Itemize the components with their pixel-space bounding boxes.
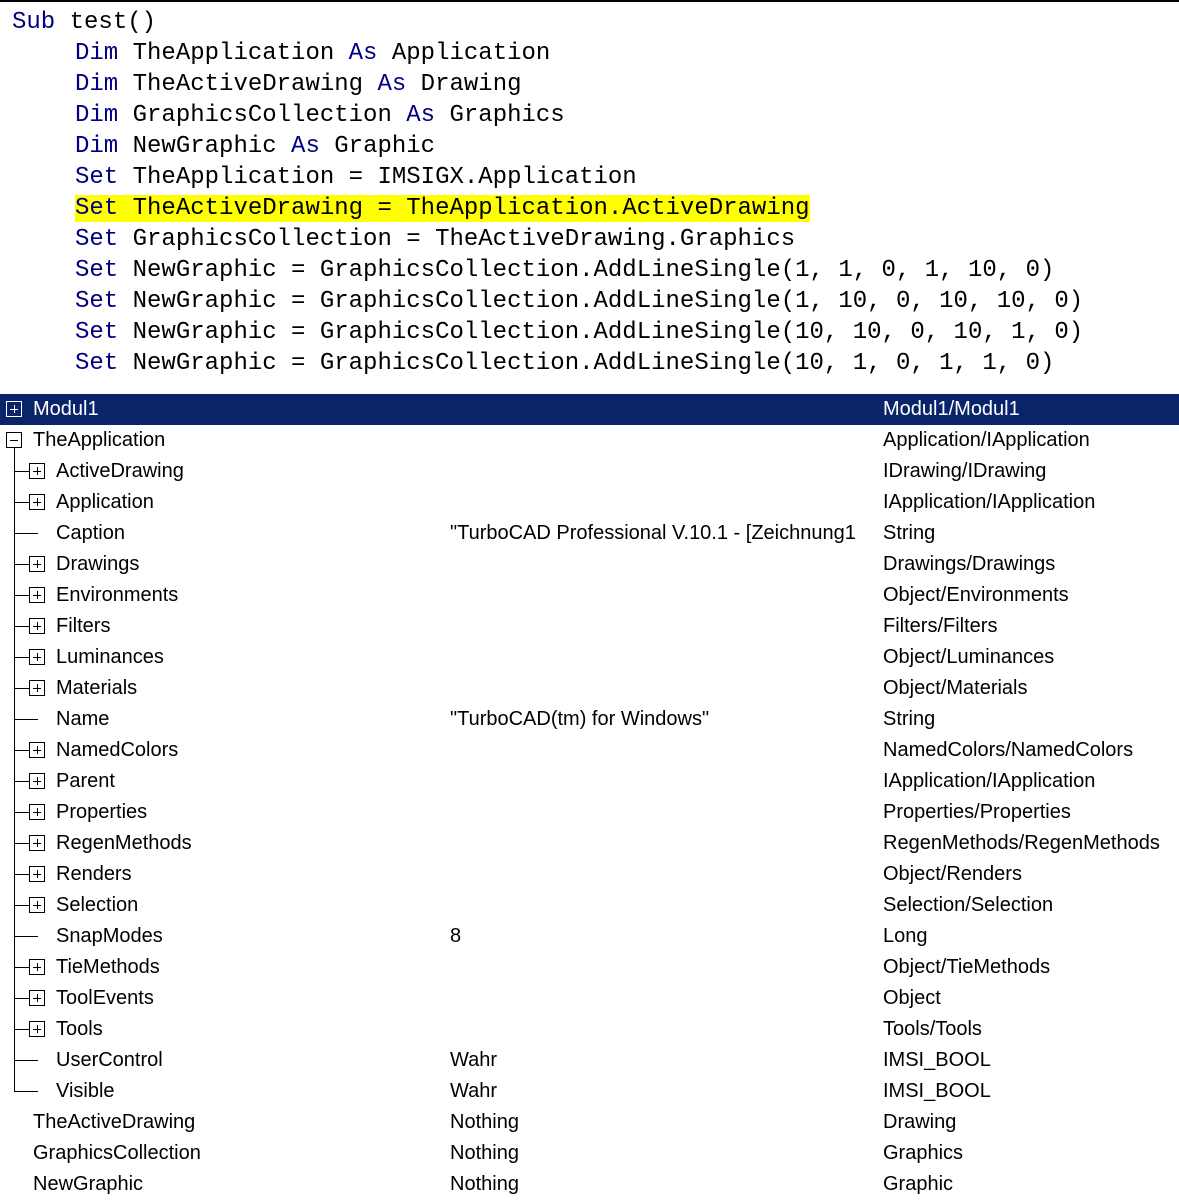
watch-row[interactable] xyxy=(0,456,1179,487)
tree-connector xyxy=(14,471,29,472)
watch-row[interactable] xyxy=(0,1169,1179,1200)
watch-type: Drawings/Drawings xyxy=(883,553,1056,575)
expand-icon[interactable] xyxy=(29,463,45,479)
code-text: test() xyxy=(55,9,157,36)
watch-expression: TieMethods xyxy=(56,956,160,978)
watch-value: Nothing xyxy=(450,1142,519,1164)
watch-expression: UserControl xyxy=(56,1049,163,1071)
watch-expression: TheApplication xyxy=(33,429,166,451)
watch-expression: Properties xyxy=(56,801,148,823)
code-text: TheApplication = IMSIGX.Application xyxy=(118,164,637,191)
watch-row[interactable] xyxy=(0,425,1179,456)
watch-expression: TheActiveDrawing xyxy=(33,1111,196,1133)
expand-icon[interactable] xyxy=(29,835,45,851)
watch-value: Nothing xyxy=(450,1173,519,1195)
watch-expression: Visible xyxy=(56,1080,115,1102)
code-text: GraphicsCollection = TheActiveDrawing.Graphics xyxy=(118,226,796,253)
watch-row[interactable] xyxy=(0,642,1179,673)
code-keyword: Sub xyxy=(12,9,56,36)
code-keyword: Set xyxy=(75,164,119,191)
watch-row[interactable] xyxy=(0,983,1179,1014)
watch-expression: Parent xyxy=(56,770,115,792)
code-keyword: Dim xyxy=(75,40,119,67)
watch-type: IDrawing/IDrawing xyxy=(883,460,1047,482)
watch-value: Wahr xyxy=(450,1080,498,1102)
watch-expression: ToolEvents xyxy=(56,987,154,1009)
code-text: GraphicsCollection xyxy=(118,102,407,129)
watch-row[interactable] xyxy=(0,394,1179,425)
watch-row[interactable] xyxy=(0,797,1179,828)
watch-type: String xyxy=(883,708,936,730)
code-text: NewGraphic xyxy=(118,133,292,160)
watch-row[interactable] xyxy=(0,673,1179,704)
tree-connector xyxy=(14,626,29,627)
watch-type: Object/Renders xyxy=(883,863,1022,885)
watch-expression: NamedColors xyxy=(56,739,179,761)
watch-expression: Environments xyxy=(56,584,179,606)
expand-icon[interactable] xyxy=(29,494,45,510)
collapse-icon[interactable] xyxy=(6,432,22,448)
code-text: TheApplication xyxy=(118,40,349,67)
tree-connector xyxy=(14,905,29,906)
watch-expression: Tools xyxy=(56,1018,103,1040)
watch-row[interactable] xyxy=(0,518,1179,549)
code-line[interactable] xyxy=(75,255,1054,286)
current-line-highlight xyxy=(75,195,810,222)
watch-expression: Luminances xyxy=(56,646,164,668)
expand-icon[interactable] xyxy=(29,1021,45,1037)
code-keyword: Set xyxy=(75,195,119,222)
watch-type: Graphic xyxy=(883,1173,954,1195)
expand-icon[interactable] xyxy=(29,649,45,665)
tree-connector xyxy=(14,595,29,596)
code-line[interactable] xyxy=(75,193,810,224)
watch-row[interactable] xyxy=(0,766,1179,797)
code-text: Drawing xyxy=(406,71,522,98)
tree-connector xyxy=(14,533,38,534)
watch-type: Object/Materials xyxy=(883,677,1028,699)
watch-value: "TurboCAD(tm) for Windows" xyxy=(450,708,710,730)
tree-connector xyxy=(14,843,29,844)
code-text: Graphics xyxy=(435,102,565,129)
expand-icon[interactable] xyxy=(29,866,45,882)
code-keyword: As xyxy=(291,133,320,160)
watch-type: Properties/Properties xyxy=(883,801,1071,823)
code-text: Application xyxy=(377,40,551,67)
code-line[interactable] xyxy=(75,317,1083,348)
watch-row[interactable] xyxy=(0,580,1179,611)
code-text: NewGraphic = GraphicsCollection.AddLineSingle(10, 10, 0, 10, 1, 0) xyxy=(118,319,1084,346)
code-keyword: Set xyxy=(75,257,119,284)
tree-connector xyxy=(14,967,29,968)
watch-expression: Materials xyxy=(56,677,138,699)
watch-row[interactable] xyxy=(0,1138,1179,1169)
watch-type: Drawing xyxy=(883,1111,957,1133)
code-keyword: As xyxy=(406,102,436,129)
watch-row[interactable] xyxy=(0,1076,1179,1107)
code-text: NewGraphic = GraphicsCollection.AddLineSingle(10, 1, 0, 1, 1, 0) xyxy=(118,350,1055,377)
watch-expression: Selection xyxy=(56,894,139,916)
code-line[interactable] xyxy=(75,286,1083,317)
watch-type: IMSI_BOOL xyxy=(883,1080,991,1102)
expand-icon[interactable] xyxy=(29,742,45,758)
expand-icon[interactable] xyxy=(29,804,45,820)
watch-type: Filters/Filters xyxy=(883,615,998,637)
expand-icon[interactable] xyxy=(29,990,45,1006)
watch-expression: Renders xyxy=(56,863,132,885)
tree-connector xyxy=(14,657,29,658)
watch-row[interactable] xyxy=(0,1045,1179,1076)
code-keyword: Dim xyxy=(75,133,119,160)
tree-connector xyxy=(14,688,29,689)
watch-value: 8 xyxy=(450,925,462,947)
tree-connector xyxy=(14,1029,29,1030)
watch-row[interactable] xyxy=(0,1014,1179,1045)
expand-icon[interactable] xyxy=(29,773,45,789)
watch-value: "TurboCAD Professional V.10.1 - [Zeichnung1 xyxy=(450,522,856,544)
code-text: TheActiveDrawing = TheApplication.ActiveDrawing xyxy=(118,195,810,222)
tree-connector xyxy=(14,719,38,720)
watch-type: IApplication/IApplication xyxy=(883,770,1096,792)
code-keyword: Dim xyxy=(75,102,119,129)
watch-value: Nothing xyxy=(450,1111,519,1133)
watch-expression: Drawings xyxy=(56,553,140,575)
expand-icon[interactable] xyxy=(29,587,45,603)
watch-type: String xyxy=(883,522,936,544)
tree-connector xyxy=(14,564,29,565)
watch-type: IApplication/IApplication xyxy=(883,491,1096,513)
tree-connector xyxy=(14,781,29,782)
watch-window[interactable] xyxy=(0,394,1179,1200)
code-keyword: Set xyxy=(75,226,119,253)
expand-icon[interactable] xyxy=(6,401,22,417)
watch-row[interactable] xyxy=(0,952,1179,983)
tree-connector xyxy=(14,1060,38,1061)
watch-expression: ActiveDrawing xyxy=(56,460,184,482)
code-text: NewGraphic = GraphicsCollection.AddLineSingle(1, 1, 0, 1, 10, 0) xyxy=(118,257,1055,284)
watch-expression: Filters xyxy=(56,615,111,637)
watch-expression: Name xyxy=(56,708,110,730)
watch-type: Graphics xyxy=(883,1142,964,1164)
expand-icon[interactable] xyxy=(29,618,45,634)
tree-connector xyxy=(14,750,29,751)
code-keyword: As xyxy=(348,40,378,67)
code-line[interactable] xyxy=(75,69,522,100)
watch-expression: Modul1 xyxy=(33,398,99,420)
watch-type: Object/TieMethods xyxy=(883,956,1051,978)
code-line[interactable] xyxy=(75,38,550,69)
expand-icon[interactable] xyxy=(29,556,45,572)
watch-row[interactable] xyxy=(0,1107,1179,1138)
watch-row[interactable] xyxy=(0,487,1179,518)
tree-connector xyxy=(14,936,38,937)
code-text: NewGraphic = GraphicsCollection.AddLineSingle(1, 10, 0, 10, 10, 0) xyxy=(118,288,1084,315)
watch-type: Object/Environments xyxy=(883,584,1069,606)
watch-type: Object/Luminances xyxy=(883,646,1055,668)
watch-expression: SnapModes xyxy=(56,925,163,947)
code-keyword: Set xyxy=(75,319,119,346)
watch-value: Wahr xyxy=(450,1049,498,1071)
watch-row[interactable] xyxy=(0,549,1179,580)
code-keyword: Set xyxy=(75,350,119,377)
watch-type: Tools/Tools xyxy=(883,1018,982,1040)
code-keyword: As xyxy=(377,71,407,98)
code-text: TheActiveDrawing xyxy=(118,71,378,98)
watch-expression: NewGraphic xyxy=(33,1173,144,1195)
watch-type: IMSI_BOOL xyxy=(883,1049,991,1071)
code-text: Graphic xyxy=(319,133,436,160)
code-line[interactable] xyxy=(75,348,1054,379)
watch-row[interactable] xyxy=(0,611,1179,642)
code-line[interactable] xyxy=(75,162,637,193)
watch-type: Modul1/Modul1 xyxy=(883,398,1020,420)
watch-row[interactable] xyxy=(0,859,1179,890)
tree-connector xyxy=(14,1091,38,1092)
watch-type: Selection/Selection xyxy=(883,894,1054,916)
expand-icon[interactable] xyxy=(29,959,45,975)
code-line[interactable] xyxy=(75,100,565,131)
tree-connector xyxy=(14,502,29,503)
watch-row[interactable] xyxy=(0,704,1179,735)
watch-row[interactable] xyxy=(0,890,1179,921)
watch-type: NamedColors/NamedColors xyxy=(883,739,1134,761)
watch-type: Object xyxy=(883,987,941,1009)
tree-connector xyxy=(14,812,29,813)
watch-expression: Application xyxy=(56,491,154,513)
code-editor[interactable] xyxy=(0,0,1179,394)
tree-guide-line xyxy=(14,448,15,1091)
watch-row[interactable] xyxy=(0,921,1179,952)
tree-connector xyxy=(14,874,29,875)
watch-type: Long xyxy=(883,925,928,947)
code-line[interactable] xyxy=(12,7,156,38)
tree-connector xyxy=(14,998,29,999)
expand-icon[interactable] xyxy=(29,897,45,913)
watch-expression: Caption xyxy=(56,522,125,544)
watch-row[interactable] xyxy=(0,828,1179,859)
code-line[interactable] xyxy=(75,224,795,255)
watch-type: Application/IApplication xyxy=(883,429,1090,451)
code-keyword: Dim xyxy=(75,71,119,98)
code-keyword: Set xyxy=(75,288,119,315)
watch-row[interactable] xyxy=(0,735,1179,766)
watch-type: RegenMethods/RegenMethods xyxy=(883,832,1160,854)
watch-expression: RegenMethods xyxy=(56,832,192,854)
code-line[interactable] xyxy=(75,131,435,162)
watch-expression: GraphicsCollection xyxy=(33,1142,201,1164)
expand-icon[interactable] xyxy=(29,680,45,696)
